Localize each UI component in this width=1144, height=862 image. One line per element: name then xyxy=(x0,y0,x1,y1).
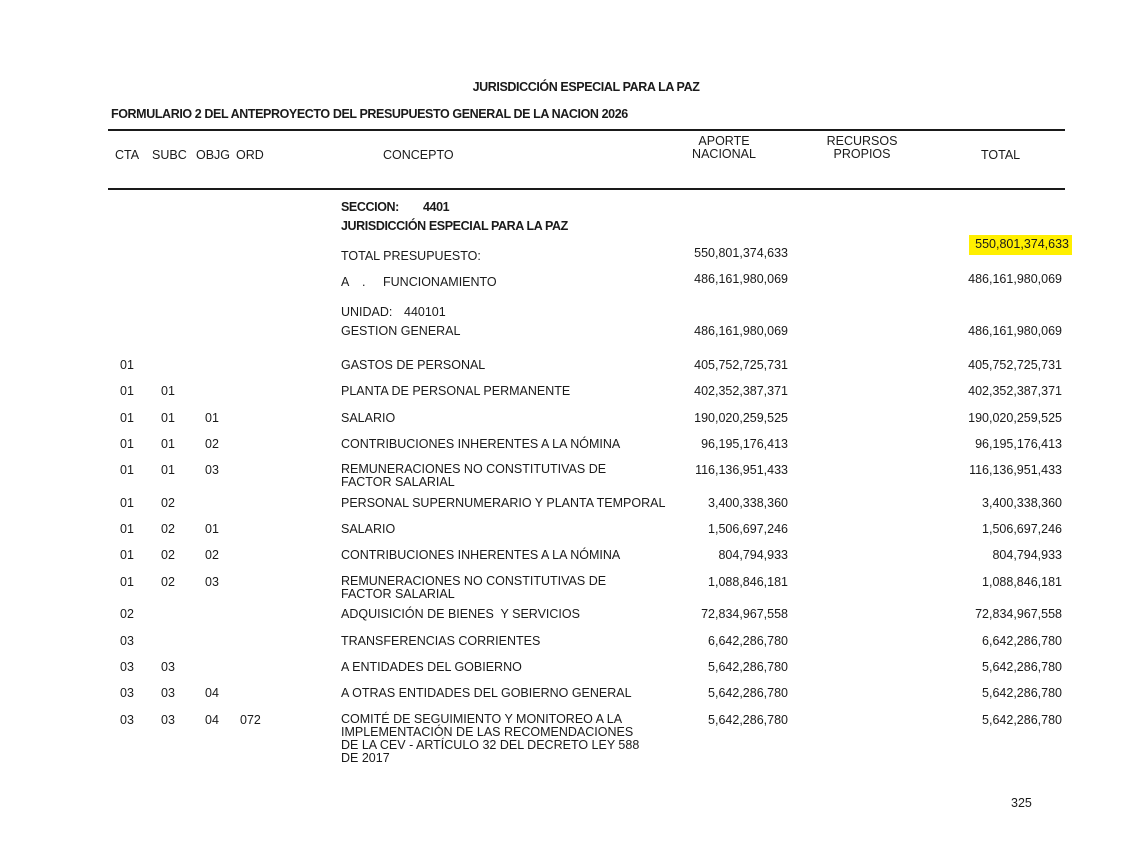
col-header-cta: CTA xyxy=(115,148,140,162)
row-cta: 01 xyxy=(120,437,134,451)
row-total: 5,642,286,780 xyxy=(982,713,1062,727)
row-objg: 04 xyxy=(205,686,219,700)
row-aporte: 116,136,951,433 xyxy=(695,463,788,477)
row-cta: 01 xyxy=(120,384,134,398)
row-aporte: 1,506,697,246 xyxy=(708,522,788,536)
row-total: 804,794,933 xyxy=(992,548,1062,562)
col-header-recursos-line1: RECURSOS xyxy=(826,134,898,148)
row-concepto: CONTRIBUCIONES INHERENTES A LA NÓMINA xyxy=(341,437,621,451)
row-total: 3,400,338,360 xyxy=(982,496,1062,510)
row-total: 1,088,846,181 xyxy=(982,575,1062,589)
row-aporte: 405,752,725,731 xyxy=(694,358,788,372)
row-cta: 01 xyxy=(120,411,134,425)
row-aporte: 96,195,176,413 xyxy=(701,437,788,451)
row-subc: 01 xyxy=(161,463,175,477)
row-aporte: 402,352,387,371 xyxy=(694,384,788,398)
row-total: 5,642,286,780 xyxy=(982,660,1062,674)
row-cta: 01 xyxy=(120,548,134,562)
row-cta: 03 xyxy=(120,713,134,727)
row-total: 72,834,967,558 xyxy=(975,607,1062,621)
row-aporte: 5,642,286,780 xyxy=(708,660,788,674)
row-concepto: REMUNERACIONES NO CONSTITUTIVAS DE FACTOR SALARIAL xyxy=(341,574,607,601)
col-header-total: TOTAL xyxy=(981,148,1021,162)
row-ord: 072 xyxy=(240,713,261,727)
row-aporte: 1,088,846,181 xyxy=(708,575,788,589)
row-objg: 01 xyxy=(205,522,219,536)
row-subc: 03 xyxy=(161,686,175,700)
col-header-objg: OBJG xyxy=(196,148,231,162)
row-total: 402,352,387,371 xyxy=(968,384,1062,398)
row-total: 6,642,286,780 xyxy=(982,634,1062,648)
row-subc: 02 xyxy=(161,575,175,589)
row-concepto: PERSONAL SUPERNUMERARIO Y PLANTA TEMPORAL xyxy=(341,496,666,510)
row-concepto: COMITÉ DE SEGUIMIENTO Y MONITOREO A LA IMPLEMENTACIÓN DE LAS RECOMENDACIONES DE LA CEV - ARTÍCULO 32 DEL DECRETO LEY 588 DE 2017 xyxy=(341,712,640,765)
funcionamiento-dot: . xyxy=(362,275,366,289)
header-bottom-rule xyxy=(108,188,1065,190)
document-subtitle: FORMULARIO 2 DEL ANTEPROYECTO DEL PRESUPUESTO GENERAL DE LA NACION 2026 xyxy=(111,107,628,121)
row-subc: 01 xyxy=(161,411,175,425)
row-aporte: 6,642,286,780 xyxy=(708,634,788,648)
row-objg: 03 xyxy=(205,575,219,589)
row-total: 96,195,176,413 xyxy=(975,437,1062,451)
total-presupuesto-label: TOTAL PRESUPUESTO: xyxy=(341,249,481,263)
col-header-aporte-line1: APORTE xyxy=(698,134,750,148)
funcionamiento-label: FUNCIONAMIENTO xyxy=(383,275,497,289)
row-total: 5,642,286,780 xyxy=(982,686,1062,700)
row-objg: 01 xyxy=(205,411,219,425)
section-code: 4401 xyxy=(423,200,450,214)
section-name: JURISDICCIÓN ESPECIAL PARA LA PAZ xyxy=(341,219,568,233)
col-header-aporte xyxy=(674,135,774,161)
row-objg: 02 xyxy=(205,437,219,451)
col-header-subc: SUBC xyxy=(152,148,187,162)
col-header-ord: ORD xyxy=(236,148,264,162)
row-concepto: ADQUISICIÓN DE BIENES Y SERVICIOS xyxy=(341,607,580,621)
row-concepto: TRANSFERENCIAS CORRIENTES xyxy=(341,634,541,648)
row-cta: 03 xyxy=(120,660,134,674)
total-presupuesto-total-highlighted: 550,801,374,633 xyxy=(969,235,1072,255)
row-cta: 01 xyxy=(120,358,134,372)
document-title: JURISDICCIÓN ESPECIAL PARA LA PAZ xyxy=(472,80,700,94)
page-number: 325 xyxy=(1011,796,1032,810)
row-objg: 03 xyxy=(205,463,219,477)
row-total: 116,136,951,433 xyxy=(969,463,1062,477)
row-cta: 01 xyxy=(120,463,134,477)
row-total: 405,752,725,731 xyxy=(968,358,1062,372)
unidad-name: GESTION GENERAL xyxy=(341,324,461,338)
row-aporte: 3,400,338,360 xyxy=(708,496,788,510)
row-concepto: CONTRIBUCIONES INHERENTES A LA NÓMINA xyxy=(341,548,621,562)
col-header-recursos xyxy=(812,135,912,161)
unidad-total: 486,161,980,069 xyxy=(968,324,1062,338)
row-subc: 03 xyxy=(161,713,175,727)
row-cta: 01 xyxy=(120,522,134,536)
row-subc: 01 xyxy=(161,384,175,398)
row-subc: 02 xyxy=(161,496,175,510)
row-cta: 03 xyxy=(120,686,134,700)
col-header-recursos-line2: PROPIOS xyxy=(833,147,891,161)
total-presupuesto-total-wrap xyxy=(900,237,1072,251)
col-header-concepto: CONCEPTO xyxy=(383,148,454,162)
row-concepto: A ENTIDADES DEL GOBIERNO xyxy=(341,660,522,674)
row-aporte: 72,834,967,558 xyxy=(701,607,788,621)
row-subc: 02 xyxy=(161,522,175,536)
row-cta: 01 xyxy=(120,496,134,510)
unidad-code: 440101 xyxy=(404,305,446,319)
row-subc: 02 xyxy=(161,548,175,562)
header-top-rule xyxy=(108,129,1065,131)
row-concepto: SALARIO xyxy=(341,522,396,536)
total-presupuesto-aporte: 550,801,374,633 xyxy=(694,246,788,260)
row-subc: 01 xyxy=(161,437,175,451)
row-total: 190,020,259,525 xyxy=(968,411,1062,425)
row-concepto: A OTRAS ENTIDADES DEL GOBIERNO GENERAL xyxy=(341,686,632,700)
row-concepto: PLANTA DE PERSONAL PERMANENTE xyxy=(341,384,571,398)
row-aporte: 5,642,286,780 xyxy=(708,686,788,700)
row-concepto: SALARIO xyxy=(341,411,396,425)
row-objg: 02 xyxy=(205,548,219,562)
row-subc: 03 xyxy=(161,660,175,674)
row-aporte: 5,642,286,780 xyxy=(708,713,788,727)
row-aporte: 190,020,259,525 xyxy=(694,411,788,425)
unidad-label: UNIDAD: xyxy=(341,305,393,319)
row-total: 1,506,697,246 xyxy=(982,522,1062,536)
row-cta: 03 xyxy=(120,634,134,648)
funcionamiento-total: 486,161,980,069 xyxy=(968,272,1062,286)
row-cta: 01 xyxy=(120,575,134,589)
row-cta: 02 xyxy=(120,607,134,621)
section-label: SECCION: xyxy=(341,200,399,214)
col-header-aporte-line2: NACIONAL xyxy=(692,147,756,161)
funcionamiento-aporte: 486,161,980,069 xyxy=(694,272,788,286)
row-concepto: GASTOS DE PERSONAL xyxy=(341,358,486,372)
row-concepto: REMUNERACIONES NO CONSTITUTIVAS DE FACTOR SALARIAL xyxy=(341,462,607,489)
funcionamiento-letter: A xyxy=(341,275,350,289)
row-aporte: 804,794,933 xyxy=(718,548,788,562)
unidad-aporte: 486,161,980,069 xyxy=(694,324,788,338)
row-objg: 04 xyxy=(205,713,219,727)
